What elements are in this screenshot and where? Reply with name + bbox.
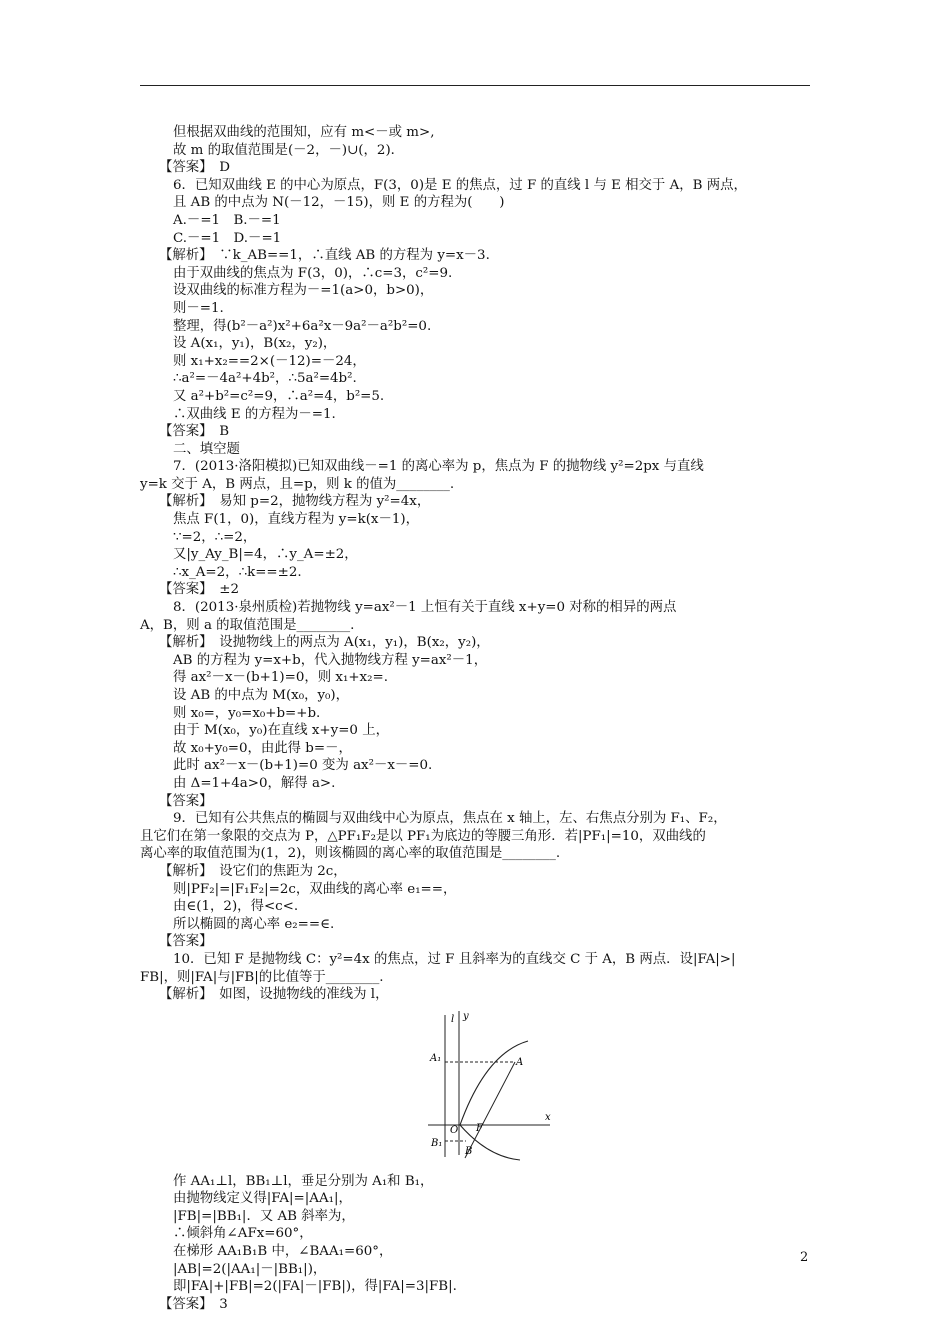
text-line: 10．已知 F 是抛物线 C：y²=4x 的焦点，过 F 且斜率为的直线交 C 于 A，B 两点．设|FA|>|	[173, 951, 736, 967]
text-line: 7．(2013·洛阳模拟)已知双曲线－=1 的离心率为 p，焦点为 F 的抛物线 y²=2px 与直线	[173, 459, 704, 475]
text-line: 且 AB 的中点为 N(－12，－15)，则 E 的方程为( )	[173, 195, 505, 211]
text-line: 所以椭圆的离心率 e₂==∈.	[173, 916, 335, 932]
text-block-after-figure	[140, 1173, 812, 1314]
text-line: ∴x_A=2，∴k==±2.	[173, 564, 302, 580]
text-line: 二、填空题	[173, 441, 240, 457]
text-line: 由于 M(x₀，y₀)在直线 x+y=0 上，	[173, 723, 389, 739]
text-line: 【解析】 设抛物线上的两点为 A(x₁，y₁)，B(x₂，y₂)，	[159, 635, 490, 651]
text-line: 又|y_Ay_B|=4，∴y_A=±2，	[173, 547, 358, 563]
label-B: B	[465, 1145, 473, 1157]
text-line: C.－=1 D.－=1	[173, 230, 282, 246]
label-A1: A₁	[430, 1052, 442, 1064]
text-line: ∴双曲线 E 的方程为－=1.	[173, 406, 336, 422]
text-line: 9．已知有公共焦点的椭圆与双曲线中心为原点，焦点在 x 轴上，左、右焦点分别为 F₁、F₂，	[173, 811, 727, 827]
text-line: 【答案】 B	[159, 424, 230, 440]
text-line: 【答案】 3	[159, 1296, 228, 1312]
text-line: |AB|=2(|AA₁|－|BB₁|)，	[173, 1261, 327, 1277]
text-line: 则 x₀=，y₀=x₀+b=+b.	[173, 705, 321, 721]
text-line: ∴a²=－4a²+4b²，∴5a²=4b².	[173, 371, 357, 387]
text-line: 即|FA|+|FB|=2(|FA|－|FB|)，得|FA|=3|FB|.	[173, 1279, 457, 1295]
text-line: 由于双曲线的焦点为 F(3，0)，∴c=3，c²=9.	[173, 265, 453, 281]
label-A: A	[516, 1056, 524, 1068]
label-F: F	[476, 1122, 483, 1134]
text-line: 【答案】 ±2	[159, 582, 239, 598]
text-line: 焦点 F(1，0)，直线方程为 y=k(x－1)，	[173, 512, 420, 528]
text-line: ∵=2，∴=2，	[173, 529, 257, 545]
text-line: 【解析】 易知 p=2，抛物线方程为 y²=4x，	[159, 494, 431, 510]
text-line: 设 A(x₁，y₁)，B(x₂，y₂)，	[173, 336, 337, 352]
parabola-figure	[140, 1007, 812, 1170]
text-line: 【解析】 如图，设抛物线的准线为 l，	[159, 987, 389, 1003]
text-line: 由∈(1，2)，得<c<.	[173, 899, 299, 915]
text-line: 【解析】 设它们的焦距为 2c，	[159, 863, 347, 879]
text-line: 整理，得(b²－a²)x²+6a²x－9a²－a²b²=0.	[173, 318, 432, 334]
text-line: 6．已知双曲线 E 的中心为原点，F(3，0)是 E 的焦点，过 F 的直线 l 与 E 相交于 A，B 两点，	[173, 177, 747, 193]
text-line: 又 a²+b²=c²=9，∴a²=4，b²=5.	[173, 388, 385, 404]
text-line: 【答案】	[159, 934, 213, 950]
page-number: 2	[800, 1250, 809, 1265]
text-line: 作 AA₁⊥l，BB₁⊥l，垂足分别为 A₁和 B₁，	[173, 1173, 434, 1189]
text-line: 由 Δ=1+4a>0，解得 a>.	[173, 775, 336, 791]
text-line: 故 x₀+y₀=0，由此得 b=－，	[173, 740, 352, 756]
text-line: 在梯形 AA₁B₁B 中，∠BAA₁=60°，	[173, 1244, 393, 1260]
text-line: |FB|=|BB₁|．又 AB 斜率为，	[173, 1208, 355, 1224]
text-block-before-figure	[140, 124, 812, 1004]
header-rule	[140, 85, 810, 86]
chord-AB	[465, 1062, 515, 1158]
text-line: FB|，则|FA|与|FB|的比值等于________.	[140, 969, 384, 985]
text-line: 设 AB 的中点为 M(x₀，y₀)，	[173, 688, 350, 703]
text-line: 但根据双曲线的范围知，应有 m<－或 m>,	[173, 125, 435, 140]
label-y: y	[463, 1010, 469, 1022]
label-B1: B₁	[431, 1137, 443, 1149]
text-line: 【答案】	[159, 793, 213, 809]
text-line: 此时 ax²－x－(b+1)=0 变为 ax²－x－=0.	[173, 758, 433, 774]
document-body	[140, 124, 812, 1313]
text-line: 则|PF₂|=|F₁F₂|=2c，双曲线的离心率 e₁==，	[173, 881, 457, 897]
text-line: 且它们在第一象限的交点为 P，△PF₁F₂是以 PF₁为底边的等腰三角形．若|PF₁|=10，双曲线的	[140, 828, 706, 844]
text-line: 则 x₁+x₂==2×(－12)=－24，	[173, 353, 366, 369]
text-line: 8．(2013·泉州质检)若抛物线 y=ax²－1 上恒有关于直线 x+y=0 对称的相异的两点	[173, 600, 677, 616]
text-line: 由抛物线定义得|FA|=|AA₁|，	[173, 1191, 352, 1207]
text-line: 离心率的取值范围为(1，2)，则该椭圆的离心率的取值范围是________.	[140, 846, 561, 862]
text-line: A.－=1 B.－=1	[173, 212, 281, 228]
label-O: O	[450, 1124, 459, 1136]
parabola-diagram	[428, 1007, 558, 1164]
text-line: y=k 交于 A，B 两点，且=p，则 k 的值为________.	[140, 476, 455, 492]
text-line: 设双曲线的标准方程为－=1(a>0，b>0)，	[173, 283, 434, 299]
label-l: l	[451, 1013, 455, 1025]
text-line: 故 m 的取值范围是(－2，－)∪(，2)．	[173, 142, 405, 158]
text-line: 【解析】 ∵k_AB==1，∴直线 AB 的方程为 y=x－3.	[159, 248, 490, 264]
text-line: 【答案】 D	[159, 160, 230, 176]
text-line: ∴倾斜角∠AFx=60°，	[173, 1226, 313, 1242]
text-line: AB 的方程为 y=x+b，代入抛物线方程 y=ax²－1，	[173, 652, 488, 668]
text-line: 则－=1.	[173, 300, 224, 316]
text-line: A，B，则 a 的取值范围是________.	[140, 617, 355, 633]
label-x: x	[545, 1111, 551, 1123]
text-line: 得 ax²－x－(b+1)=0，则 x₁+x₂=.	[173, 670, 388, 686]
